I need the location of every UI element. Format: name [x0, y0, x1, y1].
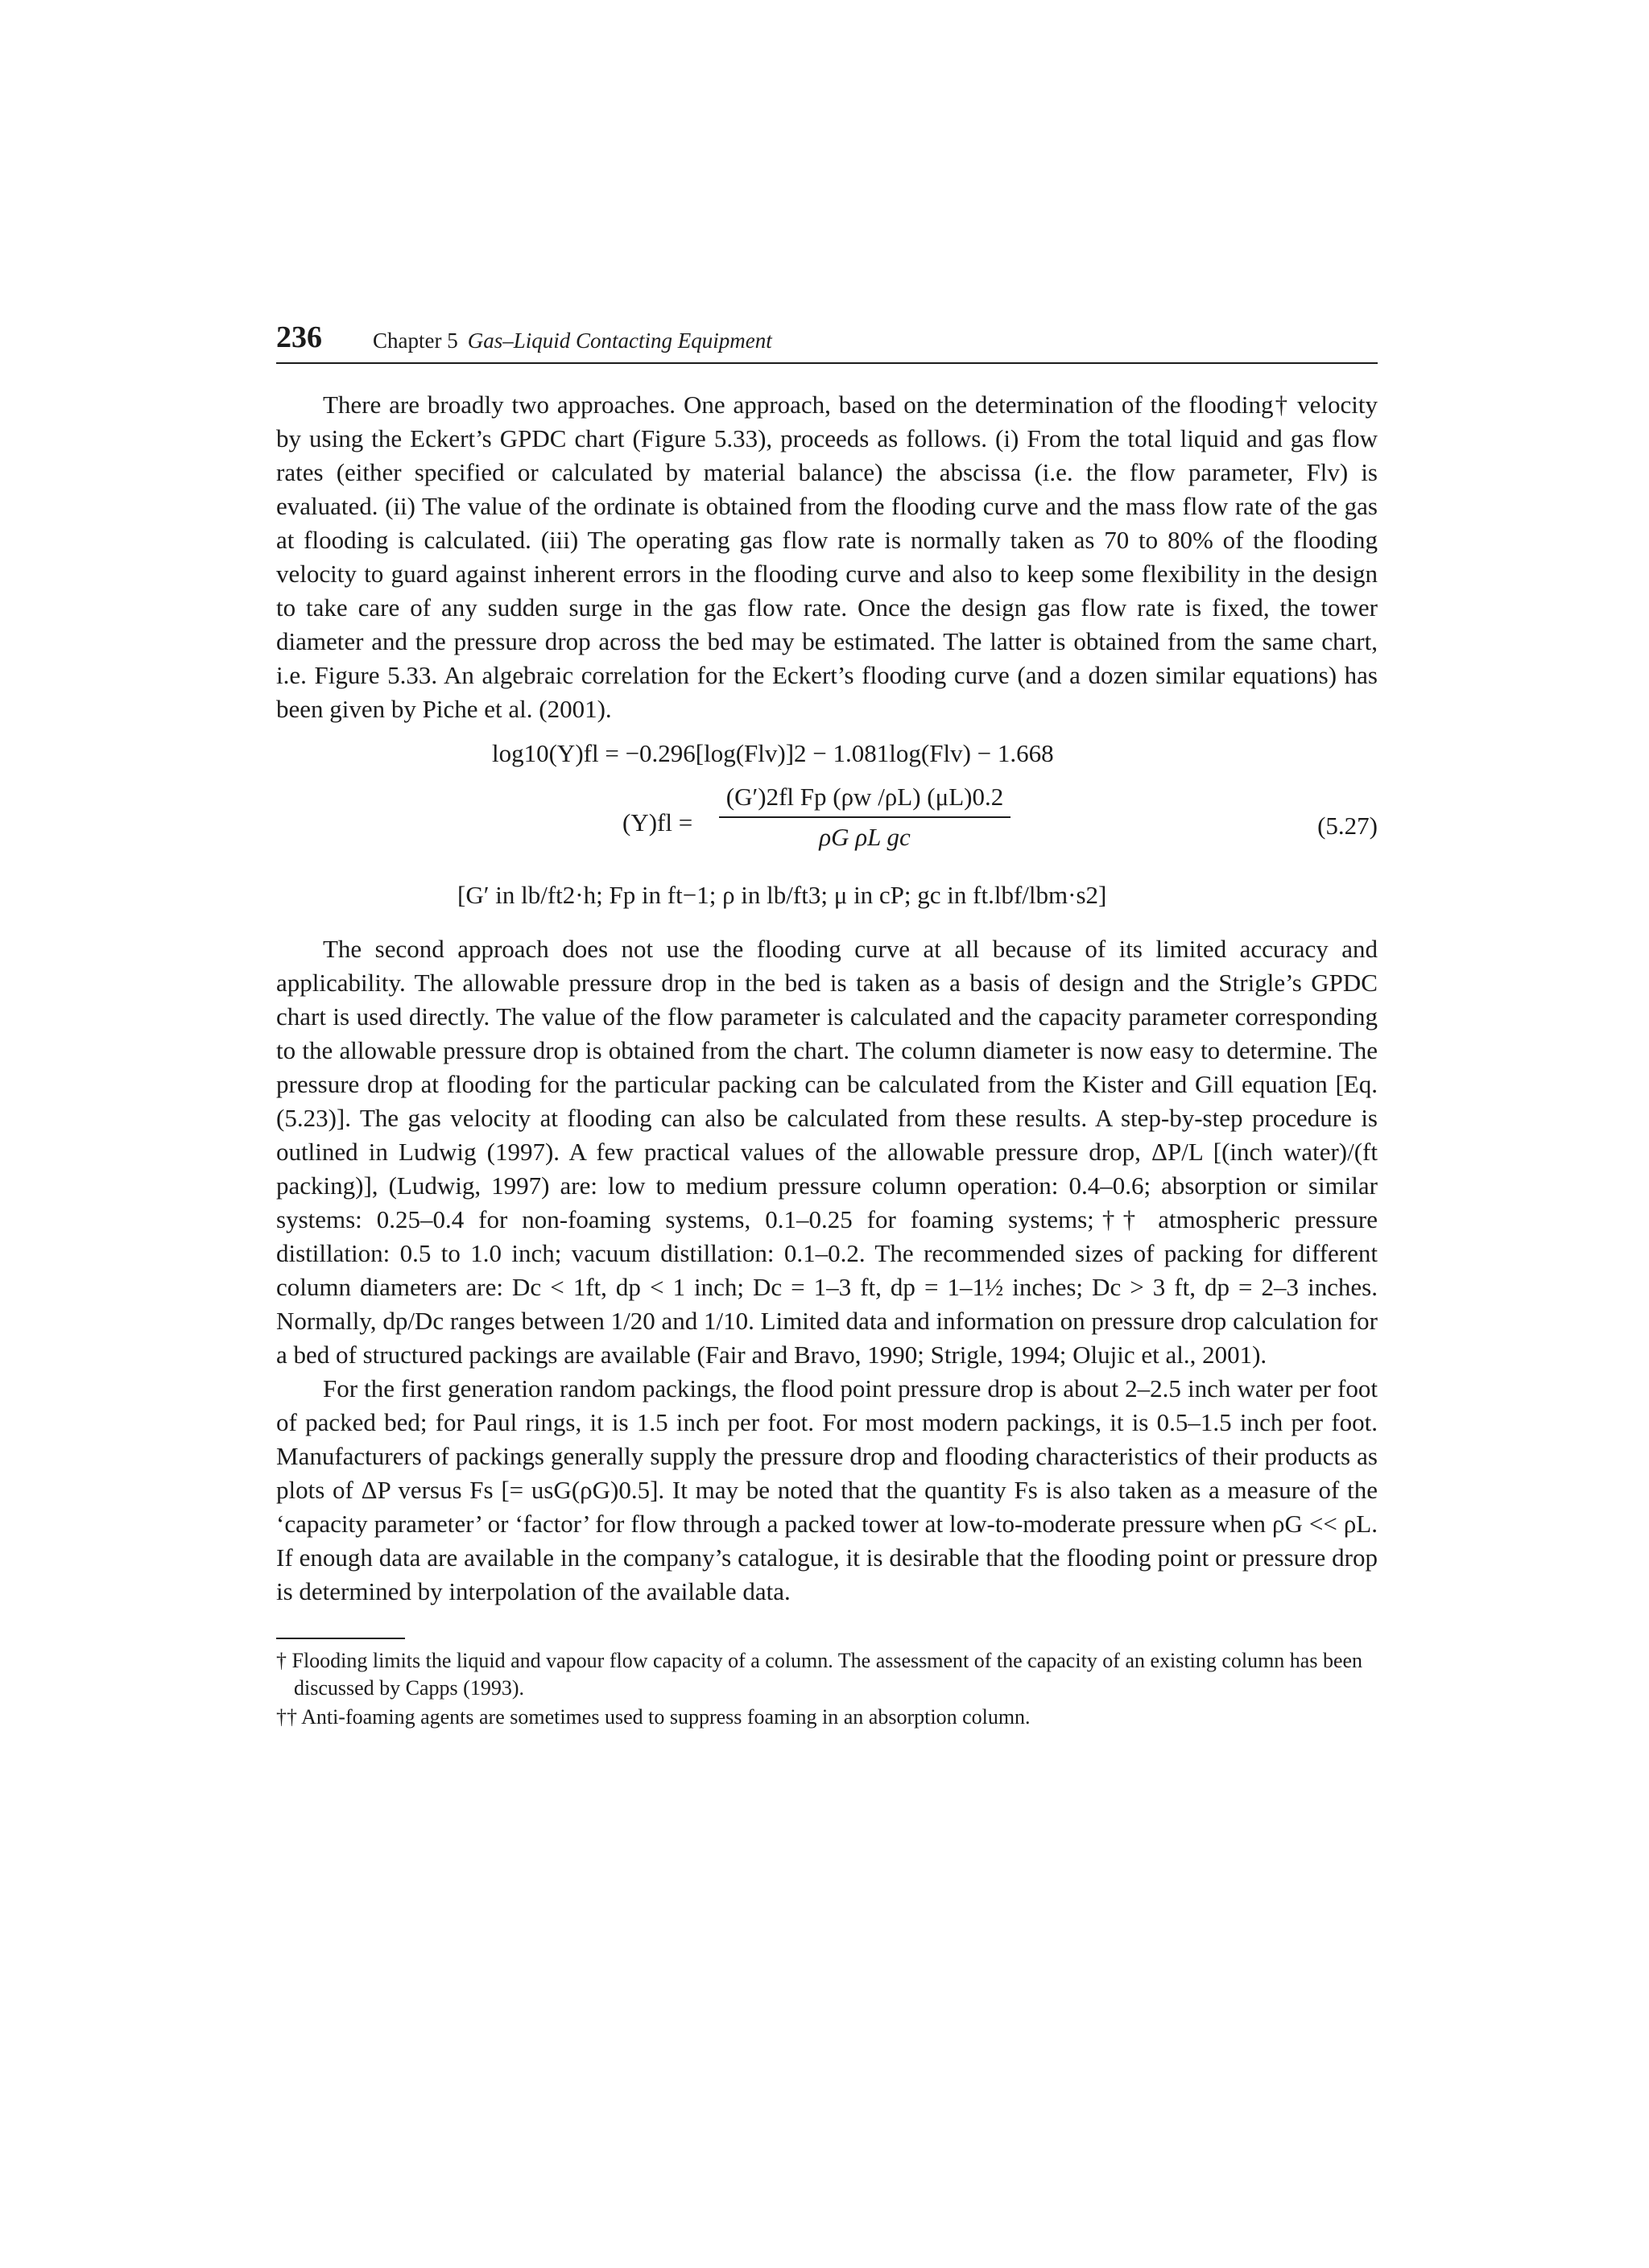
equation-flooding-curve: log10(Y)fl = −0.296[log(Flv)]2 − 1.081log(Flv) − 1.668: [492, 739, 1054, 767]
chapter-heading: [373, 328, 772, 353]
equation-numerator: (G′)2fl Fp (ρw /ρL) (μL)0.2: [725, 783, 1004, 811]
chapter-label: Chapter 5: [373, 328, 458, 353]
footnote-flooding: † Flooding limits the liquid and vapour flow capacity of a column. The assessment of the capacity of an existing column has been discussed by Capps (1993).: [276, 1649, 1363, 1700]
fraction-bar: [719, 816, 1010, 818]
book-page: [276, 320, 1378, 1731]
equation-lhs: (Y)fl =: [622, 808, 693, 837]
running-header: [276, 320, 1378, 364]
page-number: 236: [276, 320, 322, 354]
equation-block-5-27: [276, 726, 1378, 926]
equation-units: [G′ in lb/ft2·h; Fp in ft−1; ρ in lb/ft3; μ in cP; gc in ft.lbf/lbm·s2]: [457, 881, 1107, 909]
equation-denominator: ρG ρL gc: [819, 823, 911, 851]
chapter-title: Gas–Liquid Contacting Equipment: [467, 328, 772, 353]
equation-number: (5.27): [1317, 812, 1378, 840]
paragraph-second-approach: The second approach does not use the flooding curve at all because of its limited accuracy and applicability. The allowable pressure drop in the bed is taken as a basis of design and the Strigle’s GPDC chart is used directly. The value of the flow parameter is calculated and the capacity parameter corresponding to the allowable pressure drop is obtained from the chart. The column diameter is now easy to determine. The pressure drop at flooding for the particular packing can be calculated from the Kister and Gill equation [Eq. (5.23)]. The gas velocity at flooding can also be calculated from these results. A step-by-step procedure is outlined in Ludwig (1997). A few practical values of the allowable pressure drop, ΔP/L [(inch water)/(ft packing)], (Ludwig, 1997) are: low to medium pressure column operation: 0.4–0.6; absorption or similar systems: 0.25–0.4 for non-foaming systems, 0.1–0.25 for foaming systems;†† atmospheric pressure distillation: 0.5 to 1.0 inch; vacuum distillation: 0.1–0.2. The recommended sizes of packing for different column diameters are: Dc < 1ft, dp < 1 inch; Dc = 1–3 ft, dp = 1–1½ inches; Dc > 3 ft, dp = 2–3 inches. Normally, dp/Dc ranges between 1/20 and 1/10. Limited data and information on pressure drop calculation for a bed of structured packings are available (Fair and Bravo, 1990; Strigle, 1994; Olujic et al., 2001).: [276, 935, 1378, 1369]
equation-fraction: [719, 781, 1010, 853]
paragraph-random-packings: For the first generation random packings, the flood point pressure drop is about 2–2.5 inch water per foot of packed bed; for Paul rings, it is 1.5 inch per foot. For most modern packings, it is 0.5–1.5 inch per foot. Manufacturers of packings generally supply the pressure drop and flooding characteristics of their products as plots of ΔP versus Fs [= usG(ρG)0.5]. It may be noted that the quantity Fs is also taken as a measure of the ‘capacity parameter’ or ‘factor’ for flow through a packed tower at low-to-moderate pressure when ρG << ρL. If enough data are available in the company’s catalogue, it is desirable that the flooding point or pressure drop is determined by interpolation of the available data.: [276, 1374, 1378, 1605]
footnote-antifoaming: †† Anti-foaming agents are sometimes used to suppress foaming in an absorption column.: [276, 1705, 1031, 1729]
paragraph-approaches: There are broadly two approaches. One approach, based on the determination of the flooding† velocity by using the Eckert’s GPDC chart (Figure 5.33), proceeds as follows. (i) From the total liquid and gas flow rates (either specified or calculated by material balance) the abscissa (i.e. the flow parameter, Flv) is evaluated. (ii) The value of the ordinate is obtained from the flooding curve and the mass flow rate of the gas at flooding is calculated. (iii) The operating gas flow rate is normally taken as 70 to 80% of the flooding velocity to guard against inherent errors in the flooding curve and also to keep some flexibility in the design to take care of any sudden surge in the gas flow rate. Once the design gas flow rate is fixed, the tower diameter and the pressure drop across the bed may be estimated. The latter is obtained from the same chart, i.e. Figure 5.33. An algebraic correlation for the Eckert’s flooding curve (and a dozen similar equations) has been given by Piche et al. (2001).: [276, 390, 1378, 723]
footnote-divider: [276, 1638, 405, 1639]
